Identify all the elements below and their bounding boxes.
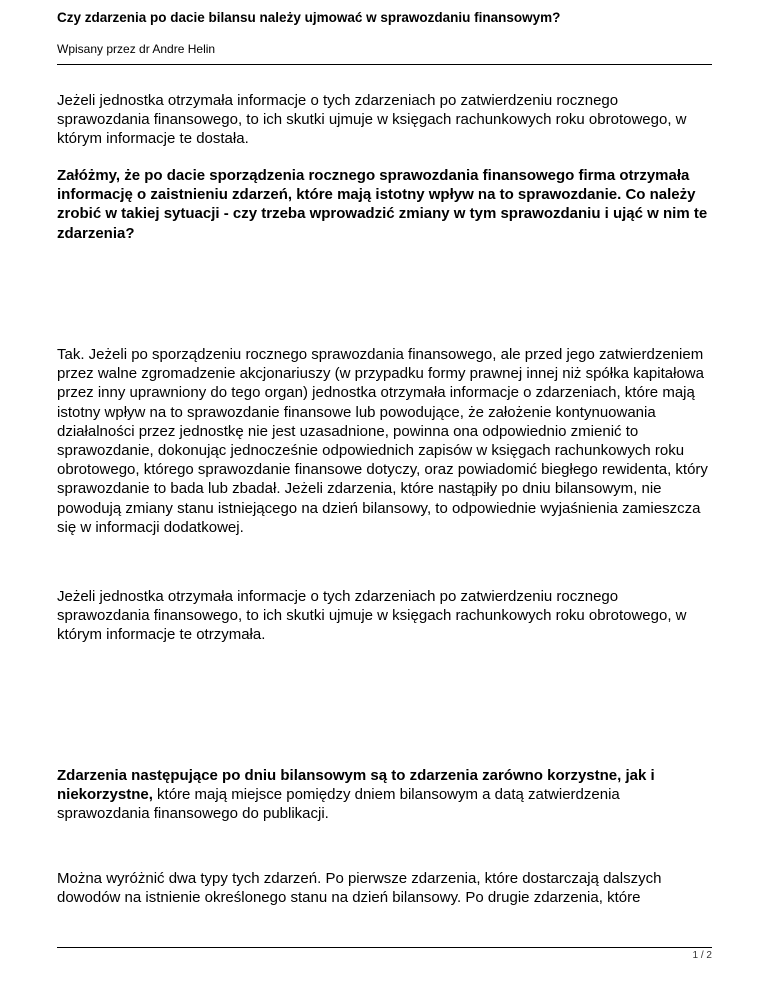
paragraph-intro: Jeżeli jednostka otrzymała informacje o tych zdarzeniach po zatwierdzeniu rocznego sprawozdania finansowego, to ich skutki ujmuje w księgach rachunkowych roku obrotowego, w którym informacje te dostała. xyxy=(57,92,687,148)
definition-bold-text: Zdarzenia następujące po dniu bilansowym są to zdarzenia zarówno korzystne, jak i niekorzystne, xyxy=(57,767,655,804)
paragraph-definition xyxy=(57,766,712,824)
definition-rest-text: które mają miejsce pomiędzy dniem bilansowym a datą zatwierdzenia sprawozdania finansowego do publikacji. xyxy=(57,786,620,823)
header-divider xyxy=(57,64,712,65)
paragraph-question: Załóżmy, że po dacie sporządzenia rocznego sprawozdania finansowego firma otrzymała informację o zaistnieniu zdarzeń, które mają istotny wpływ na to sprawozdanie. Co należy zrobić w takiej sytuacji - czy trzeba wprowadzić zmiany w tym sprawozdaniu i ująć w nim te zdarzenia? xyxy=(57,167,708,242)
paragraph-after-approval: Jeżeli jednostka otrzymała informacje o tych zdarzeniach po zatwierdzeniu rocznego sprawozdania finansowego, to ich skutki ujmuje w księgach rachunkowych roku obrotowego, w którym informacje te otrzymała. xyxy=(57,588,687,644)
page-header xyxy=(57,9,712,57)
paragraph-answer: Tak. Jeżeli po sporządzeniu rocznego sprawozdania finansowego, ale przed jego zatwierdzeniem przez walne zgromadzenie akcjonariuszy (w przypadku formy prawnej innej niż spółka kapitałowa przez inny uprawniony do tego organ) jednostka otrzymała informacje o zdarzeniach, które mają istotny wpływ na to sprawozdanie finansowe lub powodujące, że założenie kontynuowania działalności przez jednostkę nie jest uzasadnione, powinna ona odpowiednio zmienić to sprawozdanie, dokonując jednocześnie odpowiednich zapisów w księgach rachunkowych roku obrotowego, którego sprawozdanie finansowe dotyczy, oraz powiadomić biegłego rewidenta, który sprawozdanie to bada lub zbadał. Jeżeli zdarzenia, które nastąpiły po dniu bilansowym, nie powodują zmiany stanu istniejącego na dzień bilansowy, to odpowiednie wyjaśnienia zamieszcza się w informacji dodatkowej. xyxy=(57,346,708,536)
article-title: Czy zdarzenia po dacie bilansu należy ujmować w sprawozdaniu finansowym? xyxy=(57,10,561,25)
page-number: 1 / 2 xyxy=(692,950,712,961)
paragraph-types: Można wyróżnić dwa typy tych zdarzeń. Po pierwsze zdarzenia, które dostarczają dalszych dowodów na istnienie określonego stanu na dzień bilansowy. Po drugie zdarzenia, które xyxy=(57,870,662,907)
footer-divider xyxy=(57,947,712,948)
article-author: Wpisany przez dr Andre Helin xyxy=(57,42,216,56)
